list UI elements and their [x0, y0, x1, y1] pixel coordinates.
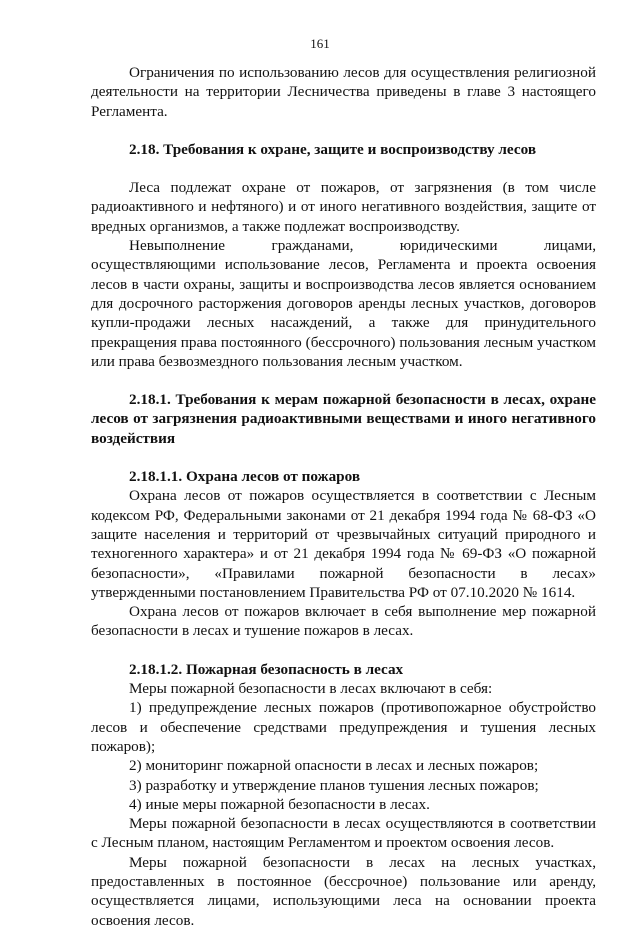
page-content: [91, 63, 596, 930]
list-item-2: 2) мониторинг пожарной опасности в лесах и лесных пожаров;: [129, 757, 539, 775]
paragraph-religious-use: Ограничения по использованию лесов для осуществления религиозной деятельности на территории Лесничества приведены в главе 3 настоящего Регламента.: [91, 64, 596, 120]
paragraph-violation: Невыполнение гражданами, юридическими лицами, осуществляющими использование лесов, Регламента и проекта освоения лесов в части охраны, защиты и воспроизводства лесов является основанием для досрочного расторжения договоров аренды лесных участков, договоров купли-продажи лесных насаждений, а также для принудительного прекращения права постоянного (бессрочного) пользования лесным участком или права безвозмездного пользования лесным участком.: [91, 237, 596, 370]
section-heading-2-18: 2.18. Требования к охране, защите и воспроизводству лесов: [129, 140, 537, 158]
section-heading-2-18-1: 2.18.1. Требования к мерам пожарной безопасности в лесах, охране лесов от загрязнения радиоактивными веществами и иного негативного воздействия: [91, 391, 596, 447]
section-heading-2-18-1-2: 2.18.1.2. Пожарная безопасность в лесах: [129, 660, 404, 678]
paragraph-measures-lease: Меры пожарной безопасности в лесах на лесных участках, предоставленных в постоянное (бессрочное) пользование или аренду, осуществляется лицами, использующими леса на основании проекта освоения лесов.: [91, 853, 596, 929]
list-item-4: 4) иные меры пожарной безопасности в лесах.: [129, 795, 430, 813]
paragraph-measures-plan: Меры пожарной безопасности в лесах осуществляются в соответствии с Лесным планом, настоящим Регламентом и проектом освоения лесов.: [91, 815, 596, 852]
paragraph-fire-includes: Охрана лесов от пожаров включает в себя выполнение мер пожарной безопасности в лесах и тушение пожаров в лесах.: [91, 603, 596, 640]
paragraph-protection: Леса подлежат охране от пожаров, от загрязнения (в том числе радиоактивного и нефтяного) и от иного негативного воздействия, защите от вредных организмов, а также подлежат воспроизводству.: [91, 179, 596, 235]
paragraph-fire-law: Охрана лесов от пожаров осуществляется в соответствии с Лесным кодексом РФ, Федеральными законами от 21 декабря 1994 года № 68-ФЗ «О защите населения и территорий от чрезвычайных ситуаций природного и техногенного характера» и от 21 декабря 1994 года № 69-ФЗ «О пожарной безопасности», «Правилами пожарной безопасности в лесах» утвержденными постановлением Правительства РФ от 07.10.2020 № 1614.: [91, 487, 596, 601]
list-item-1: 1) предупреждение лесных пожаров (противопожарное обустройство лесов и обеспечение средствами предупреждения и тушения лесных пожаров);: [91, 699, 596, 755]
paragraph-measures-intro: Меры пожарной безопасности в лесах включают в себя:: [129, 680, 493, 698]
section-heading-2-18-1-1: 2.18.1.1. Охрана лесов от пожаров: [129, 468, 361, 486]
list-item-3: 3) разработку и утверждение планов тушения лесных пожаров;: [129, 776, 539, 794]
page-number: 161: [310, 36, 330, 51]
